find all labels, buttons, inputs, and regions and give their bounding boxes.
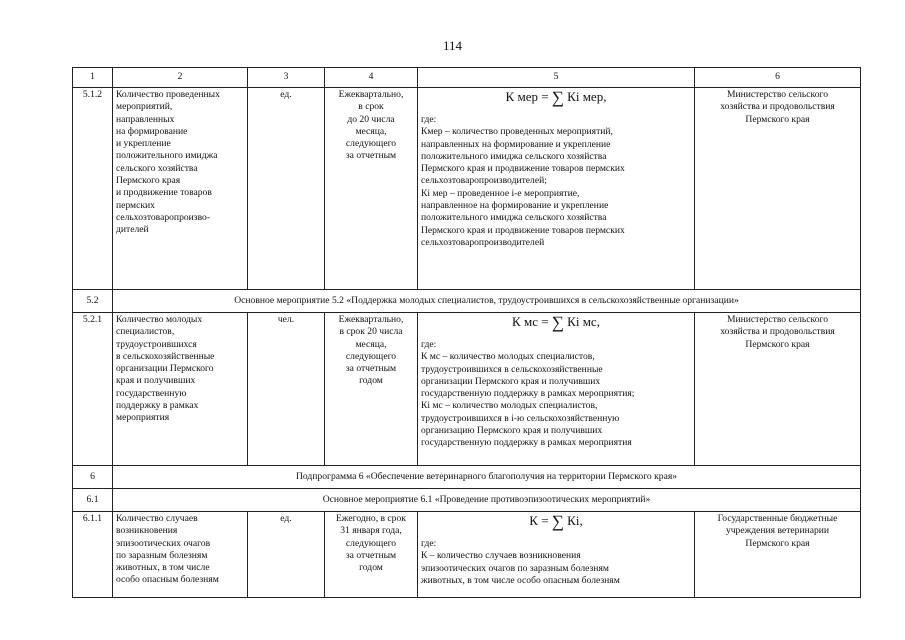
formula-right: Кi, (563, 513, 583, 528)
header-cell-6: 6 (695, 68, 861, 88)
reporting-period (325, 88, 418, 290)
responsible-body-text: Министерство сельского хозяйства и продовольствия Пермского края (720, 314, 835, 350)
formula-left: К = (529, 513, 552, 528)
indicator-name (113, 512, 248, 598)
calculation-formula (418, 512, 695, 598)
formula-where: где: (421, 538, 437, 549)
section-title: Основное мероприятие 5.2 «Поддержка молодых специалистов, трудоустроившихся в сельскохозяйственные организации» (113, 290, 861, 313)
header-cell-3: 3 (248, 68, 325, 88)
indicator-name (113, 88, 248, 290)
header-cell-4: 4 (325, 68, 418, 88)
formula (421, 513, 691, 530)
calculation-formula (418, 313, 695, 466)
formula-explanation: Кмер – количество проведенных мероприятий, направленных на формирование и укрепление положительного имиджа сельского хозяйства Пермского края и продвижение товаров пермских сельхозтоваропроизводителей; Кi мер – проведенное i-е мероприятие, направленное на формирование и укрепление положительного имиджа сельского хозяйства Пермского края и продвижение товаров пермских сельхозтоваропроизводителей (421, 126, 625, 248)
unit-of-measure: чел. (248, 313, 325, 466)
responsible-body (695, 88, 861, 290)
formula-left: К мер = (505, 89, 552, 104)
header-cell-1: 1 (73, 68, 113, 88)
section-title: Основное мероприятие 6.1 «Проведение противоэпизоотических мероприятий» (113, 489, 861, 512)
page-number: 114 (442, 38, 463, 53)
formula-explanation: К – количество случаев возникновения эпизоотических очагов по заразным болезням животных, в том числе особо опасным болезням (421, 550, 620, 586)
section-number: 5.2 (73, 290, 113, 313)
responsible-body-text: Государственные бюджетные учреждения ветеринарии Пермского края (717, 513, 838, 549)
formula-right: Кi мс, (563, 314, 600, 329)
row-number: 5.2.1 (73, 313, 113, 466)
sigma-symbol: ∑ (551, 512, 564, 531)
reporting-period (325, 512, 418, 598)
reporting-period-text: Ежеквартально, в срок до 20 числа месяца, следующего за отчетным (338, 89, 404, 162)
formula-right: Кi мер, (563, 89, 607, 104)
row-number: 5.1.2 (73, 88, 113, 290)
responsible-body (695, 313, 861, 466)
formula (421, 89, 691, 106)
formula-where: где: (421, 339, 437, 350)
row-number: 6.1.1 (73, 512, 113, 598)
formula (421, 314, 691, 331)
sigma-symbol: ∑ (551, 88, 564, 107)
header-cell-5: 5 (418, 68, 695, 88)
table-row (73, 313, 861, 466)
indicator-name-text: Количество проведенных мероприятий, направленных на формирование и укрепление положительного имиджа сельского хозяйства Пермского края и продвижение товаров пермских сельхозтоваропроизво- дителей (116, 89, 220, 236)
unit-of-measure: ед. (248, 88, 325, 290)
formula-where: где: (421, 114, 437, 125)
formula-left: К мс = (512, 314, 552, 329)
indicator-name-text: Количество случаев возникновения эпизоотических очагов по заразным болезням животных, в том числе особо опасным болезням (116, 513, 219, 586)
indicator-name-text: Количество молодых специалистов, трудоустроившихся в сельскохозяйственные организации Пермского края и получивших государственную поддержку в рамках мероприятия (116, 314, 215, 424)
section-row (73, 290, 861, 313)
sigma-symbol: ∑ (551, 313, 564, 332)
section-row (73, 489, 861, 512)
section-number: 6 (73, 466, 113, 489)
responsible-body (695, 512, 861, 598)
section-number: 6.1 (73, 489, 113, 512)
header-cell-2: 2 (113, 68, 248, 88)
unit-of-measure: ед. (248, 512, 325, 598)
indicators-table (72, 67, 861, 598)
table-row (73, 88, 861, 290)
formula-explanation: К мс – количество молодых специалистов, трудоустроившихся в сельскохозяйственные организации Пермского края и получивших государственную поддержку в рамках мероприятия; Кi мс – количество молодых специалистов, трудоустроившихся в i-ю сельскохозяйственную организацию Пермского края и получивших государственную поддержку в рамках мероприятия (421, 351, 635, 449)
section-title: Подпрограмма 6 «Обеспечение ветеринарного благополучия на территории Пермского края» (113, 466, 861, 489)
indicator-name (113, 313, 248, 466)
table-header-row (73, 68, 861, 88)
calculation-formula (418, 88, 695, 290)
table-row (73, 512, 861, 598)
reporting-period-text: Ежеквартально, в срок 20 числа месяца, следующего за отчетным годом (338, 314, 404, 387)
section-row (73, 466, 861, 489)
responsible-body-text: Министерство сельского хозяйства и продовольствия Пермского края (720, 89, 835, 125)
reporting-period (325, 313, 418, 466)
reporting-period-text: Ежегодно, в срок 31 января года, следующего за отчетным годом (336, 513, 406, 574)
